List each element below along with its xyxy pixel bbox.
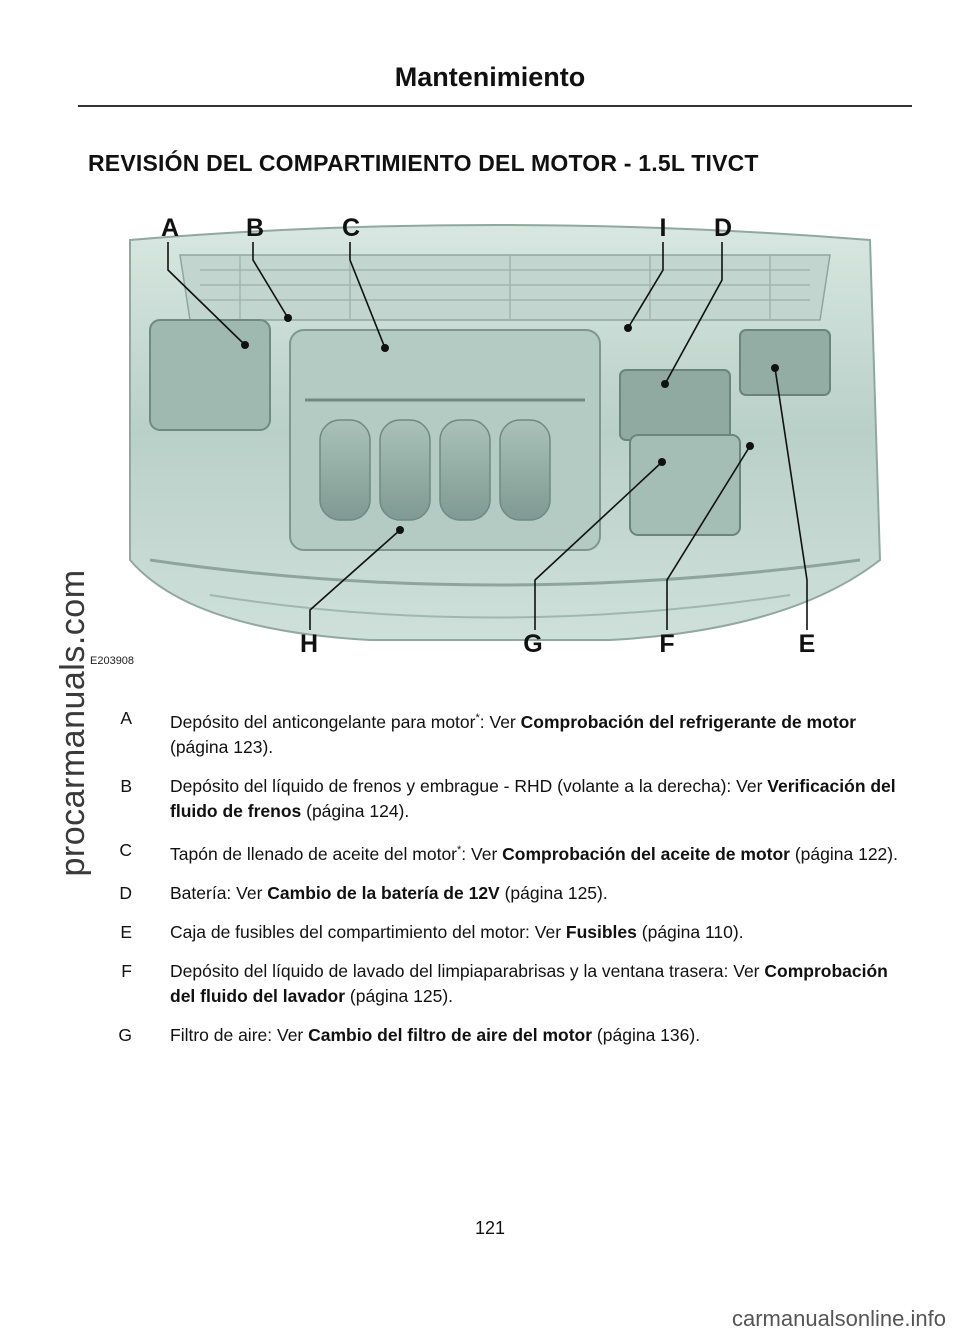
legend-text: Batería: Ver Cambio de la batería de 12V (página 125). [170, 882, 608, 903]
legend-text: Filtro de aire: Ver Cambio del filtro de aire del motor (página 136). [170, 1024, 701, 1045]
legend-letter: A [120, 708, 132, 728]
callout-e: E [798, 630, 816, 658]
legend-letter: G [118, 1024, 132, 1045]
legend-letter: F [121, 960, 132, 981]
legend-text: Depósito del anticongelante para motor*: Ver Comprobación del refrigerante de motor (página 123). [170, 711, 857, 757]
legend-letter: E [120, 921, 132, 942]
legend-link[interactable]: Comprobación del aceite de motor [502, 843, 790, 864]
page-number: 121 [474, 1218, 506, 1238]
figure-code: E203908 [90, 655, 135, 667]
legend-item [110, 706, 910, 760]
legend-list [110, 706, 910, 1062]
legend-text: Caja de fusibles del compartimiento del motor: Ver Fusibles (página 110). [170, 921, 744, 942]
page-header-title: Mantenimiento [394, 62, 586, 92]
legend-item [110, 774, 910, 824]
section-title: REVISIÓN DEL COMPARTIMIENTO DEL MOTOR - 1.5L TIVCT [88, 150, 759, 176]
engine-compartment-figure [90, 200, 890, 670]
legend-link[interactable]: Cambio de la batería de 12V [267, 882, 500, 903]
callout-d: D [713, 214, 733, 242]
legend-item [110, 920, 910, 945]
legend-letter: C [119, 839, 132, 860]
legend-item [110, 1023, 910, 1048]
legend-letter: B [120, 775, 132, 796]
legend-text: Depósito del líquido de frenos y embrague - RHD (volante a la derecha): Ver Verificación del fluido de frenos (página 124). [170, 775, 896, 821]
legend-link[interactable]: Comprobación del fluido del lavador [170, 960, 888, 1006]
legend-link[interactable]: Fusibles [565, 921, 637, 942]
callout-i: I [659, 214, 667, 242]
engine-illustration [90, 200, 890, 670]
legend-item [110, 959, 910, 1009]
legend-text: Tapón de llenado de aceite del motor*: Ver Comprobación del aceite de motor (página 122). [170, 843, 898, 864]
callout-c: C [341, 214, 361, 242]
legend-link[interactable]: Comprobación del refrigerante de motor [520, 711, 857, 732]
legend-item [110, 838, 910, 867]
side-watermark: procarmanuals.com [54, 569, 92, 877]
callout-b: B [245, 214, 265, 242]
footer-watermark: carmanualsonline.info [731, 1306, 946, 1331]
legend-item [110, 881, 910, 906]
header-divider [78, 105, 912, 107]
callout-a: A [160, 214, 180, 242]
legend-letter: D [119, 882, 132, 903]
legend-link[interactable]: Cambio del filtro de aire del motor [308, 1024, 593, 1045]
callout-g: G [523, 630, 543, 658]
legend-text: Depósito del líquido de lavado del limpiaparabrisas y la ventana trasera: Ver Comprobación del fluido del lavador (página 125). [170, 960, 888, 1006]
callout-h: H [299, 630, 319, 658]
legend-link[interactable]: Verificación del fluido de frenos [170, 775, 896, 821]
callout-f: F [659, 630, 675, 658]
